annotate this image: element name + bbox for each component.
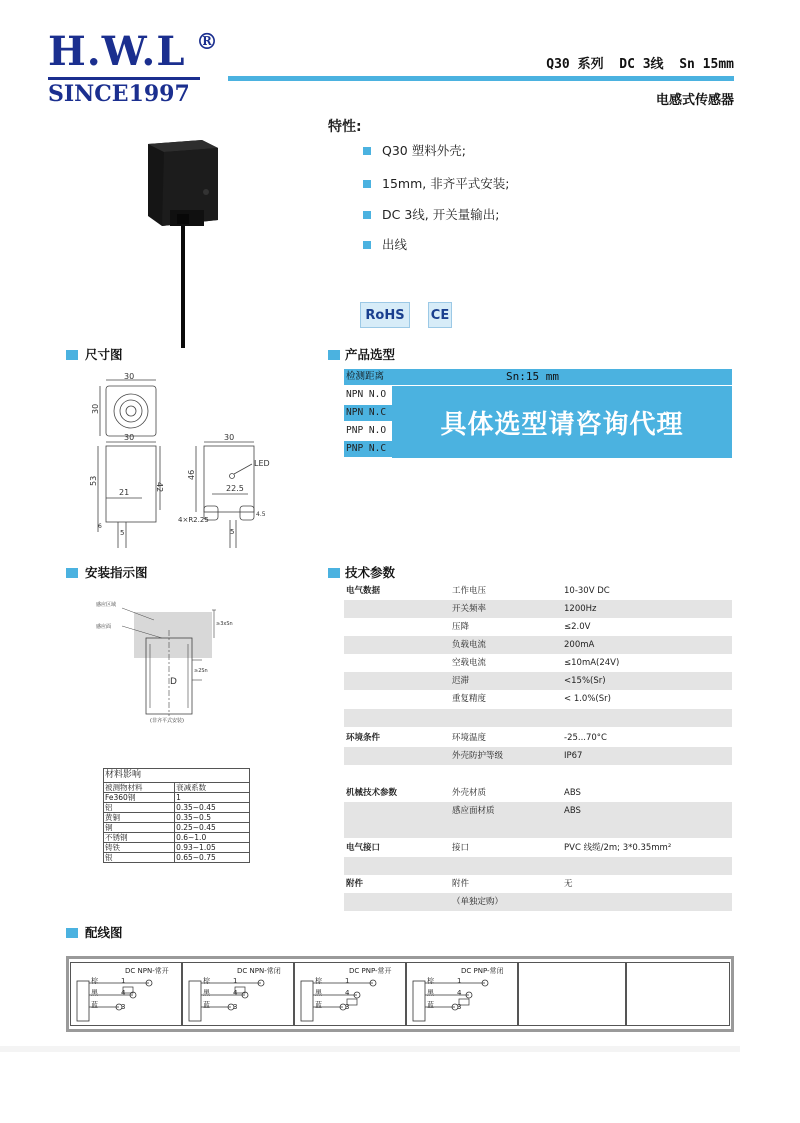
install-note: (非齐平式安装) (150, 718, 184, 724)
selection-row: NPN N.O (346, 389, 387, 400)
dim-side-height: 46 (187, 469, 196, 480)
material-name: 银 (104, 853, 175, 863)
tech-row: 环境条件 环境温度 -25...70°C (346, 733, 607, 743)
tech-row: 重复精度 < 1.0%(Sr) (452, 694, 611, 704)
dimension-drawing (84, 370, 284, 550)
wiring-empty-cell (626, 962, 730, 1026)
header-bar (228, 76, 734, 81)
tech-row: 电气数据 工作电压 10-30V DC (346, 586, 610, 596)
feature-item: DC 3线, 开关量输出; (382, 207, 500, 222)
wiring-diagram-npn-no: DC NPN-常开 棕 黑 蓝 1 4 3 (70, 962, 182, 1026)
material-col1: 被测物材料 (104, 783, 175, 793)
bullet-icon (363, 241, 371, 249)
tech-row: 电气接口 接口 PVC 线缆/2m; 3*0.35mm² (346, 843, 672, 853)
section-title-wiring: 配线图 (85, 925, 123, 940)
tech-row: 外壳防护等级 IP67 (344, 747, 732, 765)
brand-since: SINCE1997 (48, 81, 190, 107)
selection-header-label: 检测距离 (346, 371, 385, 382)
material-value: 1 (175, 793, 250, 803)
material-value: 0.35~0.45 (175, 803, 250, 813)
tech-row: （单独定购） (344, 893, 732, 911)
install-label-2: 感应面 (96, 624, 112, 630)
dim-top-height: 30 (91, 403, 100, 414)
tech-row: 附件 附件 无 (346, 879, 573, 889)
tech-row (344, 820, 732, 838)
ce-badge: CE (428, 302, 452, 328)
selection-row: NPN N.C (344, 405, 732, 421)
tech-row: 压降 ≤2.0V (452, 622, 591, 632)
bullet-icon (363, 211, 371, 219)
wiring-schematic (183, 963, 295, 1027)
brand-logo: H.W.L (48, 28, 186, 75)
selection-overlay: 具体选型请咨询代理 (392, 386, 732, 458)
feature-item: 出线 (382, 237, 408, 252)
section-marker-icon (66, 568, 78, 578)
dim-front-height: 53 (89, 475, 98, 486)
tech-row (344, 709, 732, 727)
section-title-tech: 技术参数 (345, 565, 396, 580)
wiring-schematic (407, 963, 519, 1027)
tech-row (344, 857, 732, 875)
product-photo (140, 130, 240, 350)
dim-side-small: 4.5 (256, 511, 266, 518)
dim-side-inner: 22.5 (226, 484, 244, 493)
section-marker-icon (66, 928, 78, 938)
material-name: 铝 (104, 803, 175, 813)
tech-row: 感应面材质 ABS (344, 802, 732, 820)
dim-side-radius: 4×R2.25 (178, 516, 209, 524)
section-title-dimensions: 尺寸图 (85, 347, 123, 362)
tech-row: 机械技术参数 外壳材质 ABS (346, 788, 581, 798)
dim-side-led: LED (254, 459, 270, 468)
material-name: 黄铜 (104, 813, 175, 823)
section-title-installation: 安装指示图 (85, 565, 148, 580)
wiring-empty-cell (518, 962, 626, 1026)
material-name: 不锈钢 (104, 833, 175, 843)
wiring-schematic (71, 963, 183, 1027)
tech-row: 负载电流 200mA (344, 636, 732, 654)
bullet-icon (363, 147, 371, 155)
selection-header-value: Sn:15 mm (506, 370, 559, 383)
material-col2: 衰减系数 (175, 783, 250, 793)
tech-row (344, 765, 732, 783)
bullet-icon (363, 180, 371, 188)
tech-row: 开关频率 1200Hz (344, 600, 732, 618)
wiring-diagram-pnp-nc: DC PNP-常闭 棕 黑 蓝 1 4 3 (406, 962, 518, 1026)
material-value: 0.65~0.75 (175, 853, 250, 863)
feature-item: 15mm, 非齐平式安装; (382, 176, 510, 191)
features-title: 特性: (328, 119, 362, 135)
dim-front-width: 30 (124, 433, 135, 442)
section-marker-icon (328, 350, 340, 360)
selection-row: PNP N.C (344, 441, 732, 457)
dim-front-inner: 42 (155, 482, 164, 493)
material-table (103, 768, 250, 863)
material-value: 0.25~0.45 (175, 823, 250, 833)
material-value: 0.93~1.05 (175, 843, 250, 853)
page-subtitle: 电感式传感器 (655, 93, 734, 108)
section-title-selection: 产品选型 (345, 347, 396, 362)
material-name: 铸铁 (104, 843, 175, 853)
wiring-schematic (295, 963, 407, 1027)
material-value: 0.35~0.5 (175, 813, 250, 823)
section-marker-icon (328, 568, 340, 578)
logo-divider (48, 77, 200, 80)
install-label-1: 感应区域 (96, 602, 117, 608)
tech-row: 迟滞 <15%(Sr) (344, 672, 732, 690)
install-dim-2: ≥2Sn (194, 668, 208, 674)
registered-mark: ® (196, 29, 218, 55)
installation-diagram (84, 590, 254, 730)
install-d-label: D (170, 677, 177, 687)
dim-front-small: 6 (98, 523, 102, 530)
rohs-badge: RoHS (360, 302, 410, 328)
dim-front-bottom: 5 (120, 529, 125, 537)
tech-row: 空载电流 ≤10mA(24V) (452, 658, 620, 668)
section-marker-icon (66, 350, 78, 360)
material-name: 铜 (104, 823, 175, 833)
footer-strip (0, 1046, 740, 1052)
wiring-diagram-pnp-no: DC PNP-常开 棕 黑 蓝 1 4 3 (294, 962, 406, 1026)
feature-item: Q30 塑料外壳; (382, 143, 466, 158)
selection-row: PNP N.O (346, 425, 387, 436)
install-dim-1: ≥3xSn (216, 621, 233, 627)
page-title: Q30 系列 DC 3线 Sn 15mm (546, 57, 734, 72)
dim-front-offset: 21 (119, 488, 130, 497)
material-value: 0.6~1.0 (175, 833, 250, 843)
dim-side-width: 30 (224, 433, 235, 442)
dim-top-width: 30 (124, 372, 135, 381)
dim-side-bottom: 5 (230, 528, 235, 536)
material-title: 材料影响 (104, 769, 250, 783)
material-name: Fe360钢 (104, 793, 175, 803)
wiring-diagram-npn-nc: DC NPN-常闭 棕 黑 蓝 1 4 3 (182, 962, 294, 1026)
